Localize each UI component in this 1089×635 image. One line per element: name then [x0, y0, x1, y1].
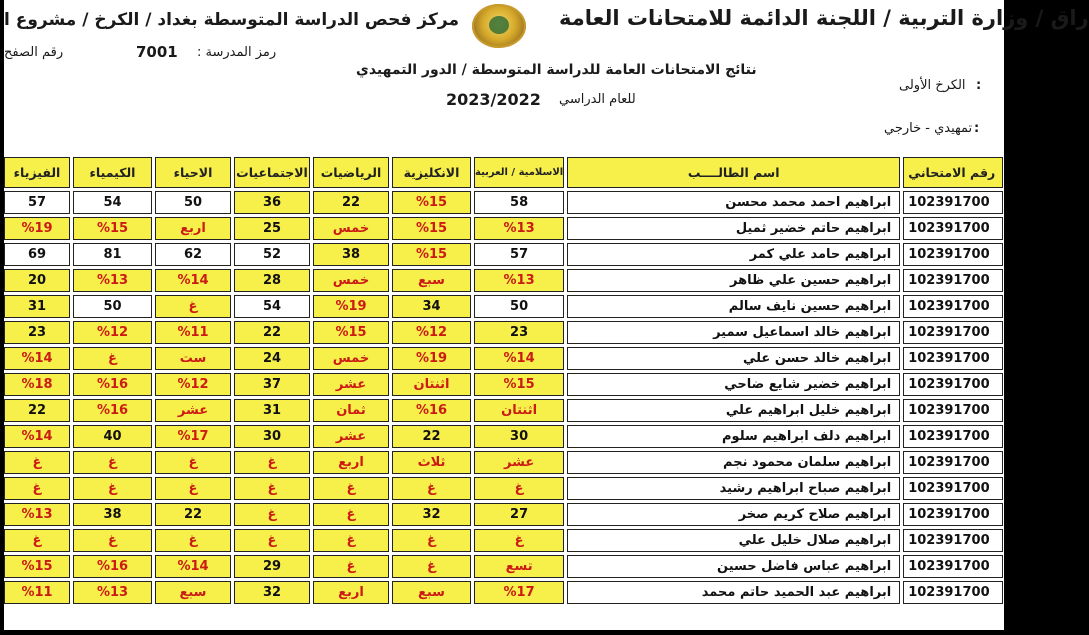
exam-number: 102391700 — [903, 321, 1003, 344]
grade-social: 31 — [234, 399, 310, 422]
header-physics: الفيزياء — [4, 157, 70, 188]
grade-chemistry: 38 — [73, 503, 152, 526]
student-name: ابراهيم سلمان محمود نجم — [567, 451, 900, 474]
header-math: الرياضيات — [313, 157, 389, 188]
exam-number: 102391700 — [903, 451, 1003, 474]
student-name: ابراهيم احمد محمد محسن — [567, 191, 900, 214]
grade-islamic-arabic: %14 — [474, 347, 564, 370]
grade-islamic-arabic: 58 — [474, 191, 564, 214]
grade-biology: ست — [155, 347, 231, 370]
student-name: ابراهيم خليل ابراهيم علي — [567, 399, 900, 422]
grade-chemistry: غ — [73, 529, 152, 552]
grade-biology: اربع — [155, 217, 231, 240]
grade-physics: غ — [4, 477, 70, 500]
grade-islamic-arabic: 57 — [474, 243, 564, 266]
grade-biology: غ — [155, 295, 231, 318]
results-table — [4, 154, 1003, 607]
grade-english: %15 — [392, 243, 471, 266]
table-row — [4, 581, 1003, 604]
academic-year-value: 2023/2022 — [446, 90, 541, 109]
grade-physics: %14 — [4, 425, 70, 448]
exam-type-colon: : — [974, 121, 980, 136]
grade-social: 37 — [234, 373, 310, 396]
exam-number: 102391700 — [903, 191, 1003, 214]
exam-number: 102391700 — [903, 373, 1003, 396]
page-number-label: رقم الصفح — [4, 45, 64, 60]
grade-physics: %11 — [4, 581, 70, 604]
table-row — [4, 321, 1003, 344]
grade-biology: غ — [155, 477, 231, 500]
header-social: الاجتماعيات — [234, 157, 310, 188]
table-row — [4, 269, 1003, 292]
table-row — [4, 399, 1003, 422]
exam-number: 102391700 — [903, 347, 1003, 370]
grade-social: غ — [234, 477, 310, 500]
exam-number: 102391700 — [903, 477, 1003, 500]
grade-islamic-arabic: 30 — [474, 425, 564, 448]
table-row — [4, 191, 1003, 214]
table-row — [4, 347, 1003, 370]
grade-physics: 22 — [4, 399, 70, 422]
results-title: نتائج الامتحانات العامة للدراسة المتوسطة / الدور التمهيدي — [356, 62, 757, 78]
header-english: الانكليزية — [392, 157, 471, 188]
directorate-colon: : — [976, 78, 982, 93]
grade-islamic-arabic: %15 — [474, 373, 564, 396]
student-name: ابراهيم خضير شايع ضاحي — [567, 373, 900, 396]
grade-english: %12 — [392, 321, 471, 344]
grade-islamic-arabic: %13 — [474, 269, 564, 292]
grade-english: %16 — [392, 399, 471, 422]
grade-social: 32 — [234, 581, 310, 604]
grade-biology: %17 — [155, 425, 231, 448]
grade-math: غ — [313, 477, 389, 500]
grade-social: 22 — [234, 321, 310, 344]
student-name: ابراهيم حسين علي ظاهر — [567, 269, 900, 292]
grade-biology: 62 — [155, 243, 231, 266]
grade-islamic-arabic: %17 — [474, 581, 564, 604]
grade-chemistry: 54 — [73, 191, 152, 214]
grade-chemistry: %16 — [73, 373, 152, 396]
table-row — [4, 373, 1003, 396]
grade-physics: %14 — [4, 347, 70, 370]
grade-islamic-arabic: %13 — [474, 217, 564, 240]
grade-chemistry: %13 — [73, 581, 152, 604]
grade-biology: سبع — [155, 581, 231, 604]
grade-chemistry: غ — [73, 451, 152, 474]
grade-islamic-arabic: 50 — [474, 295, 564, 318]
grade-physics: %15 — [4, 555, 70, 578]
grade-social: 36 — [234, 191, 310, 214]
student-name: ابراهيم عباس فاضل حسين — [567, 555, 900, 578]
exam-number: 102391700 — [903, 217, 1003, 240]
header-biology: الاحياء — [155, 157, 231, 188]
grade-social: 28 — [234, 269, 310, 292]
ministry-title: راق / وزارة التربية / اللجنة الدائمة للامتحانات العامة — [559, 6, 1089, 30]
grade-math: خمس — [313, 269, 389, 292]
grade-islamic-arabic: 27 — [474, 503, 564, 526]
grade-physics: 69 — [4, 243, 70, 266]
grade-chemistry: %13 — [73, 269, 152, 292]
school-code-label: رمز المدرسة : — [197, 45, 277, 60]
student-name: ابراهيم حامد علي كمر — [567, 243, 900, 266]
grade-english: سبع — [392, 269, 471, 292]
grade-chemistry: 81 — [73, 243, 152, 266]
grade-math: اربع — [313, 581, 389, 604]
student-name: ابراهيم خالد اسماعيل سمير — [567, 321, 900, 344]
grade-math: خمس — [313, 217, 389, 240]
grade-islamic-arabic: تسع — [474, 555, 564, 578]
grade-physics: %18 — [4, 373, 70, 396]
grade-english: غ — [392, 555, 471, 578]
grade-math: 22 — [313, 191, 389, 214]
grade-math: 38 — [313, 243, 389, 266]
grade-math: %19 — [313, 295, 389, 318]
exam-number: 102391700 — [903, 503, 1003, 526]
grade-biology: %12 — [155, 373, 231, 396]
grade-english: %19 — [392, 347, 471, 370]
header-exam-number: رقم الامتحاني — [903, 157, 1003, 188]
grade-physics: 20 — [4, 269, 70, 292]
grade-chemistry: %16 — [73, 555, 152, 578]
grade-chemistry: %15 — [73, 217, 152, 240]
grade-physics: غ — [4, 529, 70, 552]
grade-chemistry: 50 — [73, 295, 152, 318]
grade-biology: %14 — [155, 269, 231, 292]
header-islamic-arabic: الاسلامية / العربية — [474, 157, 564, 188]
table-row — [4, 477, 1003, 500]
grade-english: %15 — [392, 217, 471, 240]
grade-physics: %19 — [4, 217, 70, 240]
grade-social: 29 — [234, 555, 310, 578]
grade-biology: 22 — [155, 503, 231, 526]
directorate-label: الكرخ الأولى — [899, 78, 966, 93]
grade-math: %15 — [313, 321, 389, 344]
grade-physics: 23 — [4, 321, 70, 344]
emblem-seal-icon — [472, 4, 526, 48]
grade-english: 34 — [392, 295, 471, 318]
exam-number: 102391700 — [903, 243, 1003, 266]
student-name: ابراهيم صلاح كريم صخر — [567, 503, 900, 526]
student-name: ابراهيم حسين نايف سالم — [567, 295, 900, 318]
grade-social: 25 — [234, 217, 310, 240]
grade-math: ثمان — [313, 399, 389, 422]
grade-islamic-arabic: عشر — [474, 451, 564, 474]
grade-islamic-arabic: 23 — [474, 321, 564, 344]
table-row — [4, 529, 1003, 552]
table-row — [4, 295, 1003, 318]
grade-social: غ — [234, 529, 310, 552]
exam-number: 102391700 — [903, 269, 1003, 292]
grade-social: 54 — [234, 295, 310, 318]
grade-biology: %11 — [155, 321, 231, 344]
grade-chemistry: غ — [73, 347, 152, 370]
grade-social: 52 — [234, 243, 310, 266]
exam-number: 102391700 — [903, 425, 1003, 448]
grade-math: غ — [313, 503, 389, 526]
exam-number: 102391700 — [903, 295, 1003, 318]
grade-islamic-arabic: غ — [474, 529, 564, 552]
table-row — [4, 425, 1003, 448]
exam-type-label: تمهيدي - خارجي — [884, 121, 973, 136]
grade-chemistry: غ — [73, 477, 152, 500]
student-name: ابراهيم عبد الحميد حاتم محمد — [567, 581, 900, 604]
grade-math: خمس — [313, 347, 389, 370]
grade-social: 30 — [234, 425, 310, 448]
grade-english: 32 — [392, 503, 471, 526]
grade-english: ثلاث — [392, 451, 471, 474]
center-title: مركز فحص الدراسة المتوسطة بغداد / الكرخ / مشروع ا — [4, 10, 459, 30]
student-name: ابراهيم دلف ابراهيم سلوم — [567, 425, 900, 448]
header-chemistry: الكيمياء — [73, 157, 152, 188]
exam-number: 102391700 — [903, 529, 1003, 552]
grade-biology: عشر — [155, 399, 231, 422]
document-page — [4, 0, 1089, 630]
grade-chemistry: 40 — [73, 425, 152, 448]
student-name: ابراهيم خالد حسن علي — [567, 347, 900, 370]
grade-math: اربع — [313, 451, 389, 474]
table-row — [4, 217, 1003, 240]
grade-english: اثنتان — [392, 373, 471, 396]
grade-biology: %14 — [155, 555, 231, 578]
grade-english: غ — [392, 529, 471, 552]
student-name: ابراهيم صباح ابراهيم رشيد — [567, 477, 900, 500]
grade-physics: 57 — [4, 191, 70, 214]
table-row — [4, 243, 1003, 266]
grade-chemistry: %12 — [73, 321, 152, 344]
grade-islamic-arabic: اثنتان — [474, 399, 564, 422]
grade-math: غ — [313, 529, 389, 552]
exam-number: 102391700 — [903, 399, 1003, 422]
school-code-value: 7001 — [136, 43, 178, 61]
grade-english: 22 — [392, 425, 471, 448]
academic-year-label: للعام الدراسي — [559, 92, 636, 107]
grade-physics: %13 — [4, 503, 70, 526]
grade-social: غ — [234, 503, 310, 526]
student-name: ابراهيم حاتم خضير ثميل — [567, 217, 900, 240]
table-row — [4, 503, 1003, 526]
table-header-row — [4, 157, 1003, 188]
grade-english: %15 — [392, 191, 471, 214]
grade-social: غ — [234, 451, 310, 474]
table-row — [4, 451, 1003, 474]
grade-chemistry: %16 — [73, 399, 152, 422]
grade-physics: غ — [4, 451, 70, 474]
grade-math: عشر — [313, 425, 389, 448]
grade-biology: غ — [155, 529, 231, 552]
grade-english: سبع — [392, 581, 471, 604]
grade-social: 24 — [234, 347, 310, 370]
exam-number: 102391700 — [903, 555, 1003, 578]
grade-math: عشر — [313, 373, 389, 396]
grade-biology: 50 — [155, 191, 231, 214]
grade-islamic-arabic: غ — [474, 477, 564, 500]
exam-number: 102391700 — [903, 581, 1003, 604]
student-name: ابراهيم صلال خليل علي — [567, 529, 900, 552]
header-student-name: اسم الطالــــب — [567, 157, 900, 188]
table-row — [4, 555, 1003, 578]
grade-physics: 31 — [4, 295, 70, 318]
grade-math: غ — [313, 555, 389, 578]
grade-biology: غ — [155, 451, 231, 474]
grade-english: غ — [392, 477, 471, 500]
